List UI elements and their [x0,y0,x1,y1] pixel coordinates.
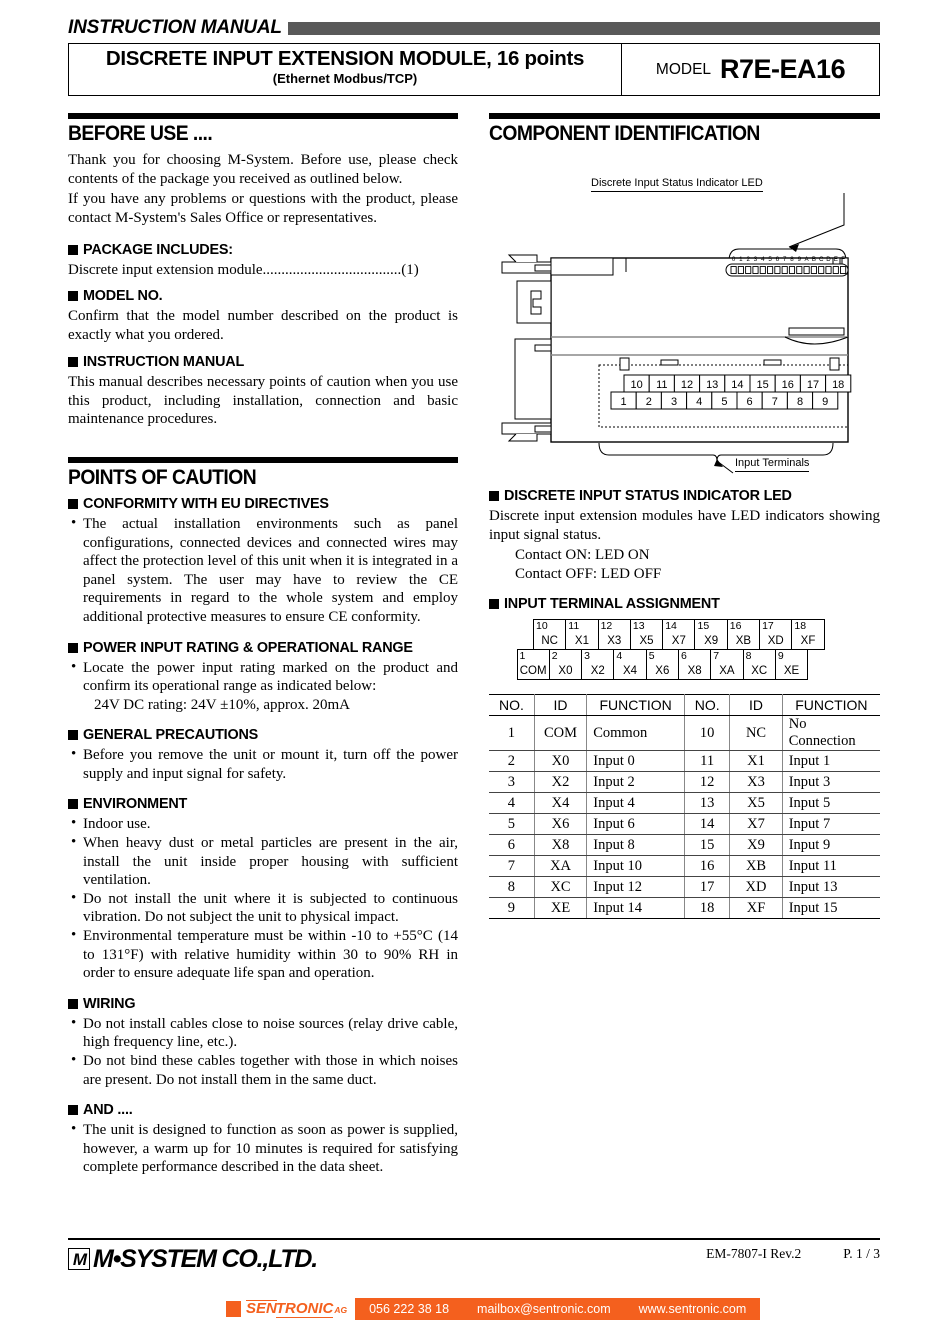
cell-id-2: X5 [730,793,782,814]
terminal-strip-id: X7 [671,635,686,648]
terminal-strip-cell [630,619,663,650]
led-indicator [811,267,816,274]
cell-no-2: 15 [684,835,729,856]
terminal-strip-id: XB [735,635,752,648]
sentronic-phone[interactable]: 056 222 38 18 [369,1302,450,1316]
cell-function-1: Input 0 [587,751,685,772]
cell-no-1: 9 [489,898,534,919]
terminal-strip-bottom-row [517,649,834,680]
terminal-strip-cell [759,619,792,650]
section-rule-points-of-caution [68,457,458,463]
square-bullet-icon [68,999,78,1009]
cell-id-2: X9 [730,835,782,856]
section-rule-component-identification [489,113,880,119]
before-use-paragraph-2: If you have any problems or questions with the product, please contact M-System's Sales Office or representatives. [68,191,458,226]
square-bullet-icon [489,599,499,609]
subheading-model-no [68,287,458,305]
terminal-strip-cell [646,649,679,680]
page-number: P. 1 / 3 [843,1246,880,1261]
terminal-number: 4 [696,396,703,408]
cell-function-2: Input 11 [782,856,880,877]
module-diagram [489,151,880,481]
cell-function-2: Input 15 [782,898,880,919]
square-bullet-icon [489,491,499,501]
cell-no-2: 18 [684,898,729,919]
terminal-strip-id: XE [783,665,800,678]
company-logo [68,1246,317,1272]
section-heading-component-identification: COMPONENT IDENTIFICATION [489,122,760,145]
cell-function-2: Input 1 [782,751,880,772]
led-indicator [746,267,751,274]
subheading-conformity-label: CONFORMITY WITH EU DIRECTIVES [83,495,329,512]
led-indicator [775,267,780,274]
subheading-package-includes-label: PACKAGE INCLUDES: [83,242,233,259]
terminal-strip-number: 16 [729,620,742,633]
led-indicator [760,267,765,274]
terminal-number: 9 [822,396,829,408]
terminal-strip-number: 6 [680,650,687,663]
terminal-strip-cell [565,619,598,650]
terminal-number: 18 [832,379,845,391]
cell-function-1: Input 4 [587,793,685,814]
cell-id-1: X6 [534,814,586,835]
module-drawing-svg [489,151,880,481]
subheading-terminal-assignment [489,595,880,613]
terminal-number: 13 [706,379,719,391]
terminal-number: 16 [781,379,794,391]
led-label: 4 [761,256,765,263]
column-header-function-2: FUNCTION [782,695,880,716]
sentronic-logo [226,1298,355,1320]
led-indicator [826,267,831,274]
model-number: R7E-EA16 [720,54,846,84]
cell-id-2: XB [730,856,782,877]
led-label: A [804,256,809,263]
cell-id-2: X7 [730,814,782,835]
cell-function-2: Input 5 [782,793,880,814]
cell-id-1: X4 [534,793,586,814]
cell-id-1: XE [534,898,586,919]
terminal-number: 17 [806,379,820,391]
power-input-bullet-list [68,659,458,696]
terminal-strip-cell [533,619,566,650]
terminal-strip-id: X1 [574,635,589,648]
square-bullet-icon [68,799,78,809]
terminal-strip-cell [613,649,646,680]
callout-label-led: Discrete Input Status Indicator LED [591,177,763,192]
list-item: • Environmental temperature must be within -10 to +55°C (14 to 131°F) with relative humidity within 30 to 90% RH in order to ensure adequate life span and operation. [68,927,458,983]
terminal-number: 14 [731,379,744,391]
led-indicator [833,267,838,274]
led-contact-on: Contact ON: LED ON [515,547,650,564]
terminal-strip-cell [517,649,550,680]
cell-no-1: 3 [489,772,534,793]
cell-function-2: Input 9 [782,835,880,856]
square-bullet-icon [68,245,78,255]
terminal-strip-id: XA [719,665,735,678]
subheading-package-includes [68,241,458,259]
terminal-strip-number: 1 [519,650,526,663]
cell-no-2: 13 [684,793,729,814]
sentronic-email[interactable]: mailbox@sentronic.com [477,1302,611,1316]
cell-no-2: 17 [684,877,729,898]
model-no-text: Confirm that the model number described on the product is exactly what you ordered. [68,307,458,343]
document-code: EM-7807-I Rev.2 [706,1246,802,1261]
subheading-environment [68,795,458,813]
terminal-strip-cell [598,619,631,650]
cell-no-1: 5 [489,814,534,835]
sentronic-square-icon [226,1301,241,1317]
terminal-strip-cell [743,649,776,680]
table-row [489,716,880,751]
sentronic-sen: SEN [246,1300,277,1317]
led-contact-off: Contact OFF: LED OFF [515,565,662,582]
list-item: • Indoor use. [68,815,458,834]
subheading-led-status [489,487,880,505]
footer-rule [68,1238,880,1240]
cell-id-1: X8 [534,835,586,856]
terminal-number: 8 [796,396,804,408]
terminal-strip-cell [775,649,808,680]
cell-id-1: X0 [534,751,586,772]
subheading-instruction-manual [68,353,458,371]
terminal-strip-number: 18 [794,620,807,633]
list-item: • Do not install cables close to noise sources (relay drive cable, high frequency line, etc.). [68,1015,458,1052]
cell-function-2: Input 3 [782,772,880,793]
list-item: • Do not install the unit where it is subjected to continuous vibration. Do not subject the unit to physical impact. [68,890,458,927]
terminal-strip-number: 15 [697,620,710,633]
table-row [489,877,880,898]
and-bullet-list [68,1121,458,1177]
terminal-strip-id: X3 [607,635,622,648]
terminal-strip-id: X8 [687,665,702,678]
sentronic-contact-bar [355,1298,760,1320]
subheading-wiring [68,995,458,1013]
cell-id-2: XF [730,898,782,919]
subheading-conformity [68,495,458,513]
terminal-strip-id: X5 [639,635,654,648]
product-title-box [68,43,880,96]
general-precautions-bullet-list [68,746,458,783]
cell-no-1: 7 [489,856,534,877]
list-item: • When heavy dust or metal particles are present in the air, install the unit inside proper housing with sufficient ventilation. [68,834,458,890]
square-bullet-icon [68,643,78,653]
led-label: 6 [775,256,780,263]
company-name: M•SYSTEM CO.,LTD. [93,1245,317,1273]
list-item: • Before you remove the unit or mount it, turn off the power supply and input signal for safety. [68,746,458,783]
table-row [489,856,880,877]
cell-no-1: 6 [489,835,534,856]
terminal-strip-cell [694,619,727,650]
sentronic-banner [226,1298,760,1320]
led-label: B [811,256,816,263]
left-column [68,113,458,1177]
list-item: • Do not bind these cables together with those in which noises are present. Do not install them in the same duct. [68,1052,458,1089]
led-indicator [789,267,794,274]
table-row [489,814,880,835]
cell-function-1: Input 6 [587,814,685,835]
subheading-power-input-label: POWER INPUT RATING & OPERATIONAL RANGE [83,639,413,656]
terminal-strip-number: 8 [745,650,752,663]
column-header-id-2: ID [730,695,782,716]
column-header-id-1: ID [534,695,586,716]
terminal-strip-id: X2 [590,665,605,678]
led-label: 3 [753,256,758,263]
cell-id-2: XD [730,877,782,898]
led-indicator [819,267,824,274]
list-item: • The unit is designed to function as soon as power is supplied, however, a warm up for 10 minutes is required for satisfying complete performance described in the data sheet. [68,1121,458,1177]
terminal-strip-number: 13 [632,620,645,633]
table-header-row [489,695,880,716]
terminal-strip-id: XF [800,635,816,648]
cell-function-1: Input 14 [587,898,685,919]
cell-function-2: No Connection [782,716,880,751]
led-indicator [768,267,773,274]
cell-function-2: Input 7 [782,814,880,835]
column-header-no-1: NO. [489,695,534,716]
square-bullet-icon [68,291,78,301]
cell-no-1: 1 [489,716,534,751]
subheading-and-label: AND .... [83,1102,133,1119]
m-system-mark-letter: M [72,1249,86,1269]
terminal-strip-top-row [533,619,833,650]
cell-no-2: 16 [684,856,729,877]
table-row [489,835,880,856]
before-use-paragraph-1: Thank you for choosing M-System. Before use, please check contents of the package you received as outlined below. [68,152,458,187]
callout-label-input-terminals: Input Terminals [735,457,809,472]
cell-function-1: Input 8 [587,835,685,856]
terminal-strip-number: 9 [777,650,784,663]
led-label: 9 [797,256,802,263]
cell-id-1: XA [534,856,586,877]
terminal-strip-number: 5 [648,650,655,663]
subheading-general-precautions-label: GENERAL PRECAUTIONS [83,727,259,744]
table-row [489,898,880,919]
instruction-manual-kicker: INSTRUCTION MANUAL [68,17,282,38]
terminal-number: 12 [680,379,694,391]
cell-function-1: Input 10 [587,856,685,877]
terminal-number: 2 [645,396,652,408]
package-item: Discrete input extension module.....................................(1) [68,262,419,279]
conformity-bullet-list [68,515,458,627]
subheading-wiring-label: WIRING [83,995,136,1012]
cell-id-2: X3 [730,772,782,793]
sentronic-wordmark [246,1300,347,1318]
terminal-number: 3 [670,396,678,408]
sentronic-ag: AG [334,1305,348,1315]
led-status-text: Discrete input extension modules have LED indicators showing input signal status. [489,508,880,543]
terminal-strip-cell [710,649,743,680]
list-item: • The actual installation environments such as panel configurations, connected devices and connected wires may affect the protection level of this unit when it is integrated in a panel system. The user may have to review the CE requirements in regard to the whole system and employ additional protective measures to ensure CE conformity. [68,515,458,627]
subheading-model-no-label: MODEL NO. [83,287,163,304]
cell-no-2: 10 [684,716,729,751]
table-row [489,772,880,793]
instruction-manual-text: This manual describes necessary points of caution when you use this product, including installation, connection and basic maintenance procedures. [68,374,458,428]
cell-id-1: XC [534,877,586,898]
terminal-strip-cell [549,649,582,680]
subheading-and [68,1101,458,1119]
subheading-terminal-assignment-label: INPUT TERMINAL ASSIGNMENT [504,596,720,613]
led-indicator [804,267,809,274]
header-gray-bar [288,22,880,35]
section-rule-before-use [68,113,458,119]
terminal-strip-number: 4 [616,650,623,663]
subheading-general-precautions [68,726,458,744]
cell-no-2: 11 [684,751,729,772]
terminal-strip-number: 12 [600,620,613,633]
wiring-bullet-list [68,1015,458,1089]
cell-id-1: X2 [534,772,586,793]
instruction-manual-kicker-row [68,12,880,38]
terminal-number: 1 [620,396,627,408]
subheading-instruction-manual-label: INSTRUCTION MANUAL [83,354,245,371]
terminal-strip-number: 3 [584,650,590,663]
column-header-no-2: NO. [684,695,729,716]
cell-function-1: Common [587,716,685,751]
cell-no-1: 4 [489,793,534,814]
terminal-strip-cell [791,619,824,650]
led-indicator [731,267,736,274]
led-label: E [833,256,838,263]
product-title-group [69,44,621,95]
cell-id-1: COM [534,716,586,751]
terminal-strip-cell [678,649,711,680]
right-column [489,113,880,919]
subheading-led-status-label: DISCRETE INPUT STATUS INDICATOR LED [504,488,792,504]
section-heading-before-use: BEFORE USE .... [68,122,213,145]
power-input-rating-value: 24V DC rating: 24V ±10%, approx. 20mA [94,696,350,713]
terminal-strip-id: COM [519,665,547,678]
footer-meta [706,1246,880,1262]
terminal-strip-number: 17 [762,620,774,633]
terminal-number: 11 [656,379,668,391]
led-label: 5 [768,256,772,263]
cell-no-2: 14 [684,814,729,835]
terminal-number: 5 [721,396,728,408]
cell-no-2: 12 [684,772,729,793]
subheading-environment-label: ENVIRONMENT [83,796,188,813]
terminal-strip-cell [581,649,614,680]
sentronic-website[interactable]: www.sentronic.com [638,1302,747,1316]
model-group [621,44,879,95]
led-label: D [826,256,831,263]
m-system-mark-icon [68,1248,90,1270]
led-label: 1 [739,256,743,263]
terminal-strip-id: X9 [704,635,719,648]
column-header-function-1: FUNCTION [587,695,685,716]
led-indicator [797,267,802,274]
square-bullet-icon [68,499,78,509]
list-item: • Locate the power input rating marked on the product and confirm its operational range as indicated below: [68,659,458,696]
cell-function-1: Input 12 [587,877,685,898]
table-row [489,793,880,814]
terminal-strip-figure [519,619,833,680]
terminal-strip-cell [662,619,695,650]
terminal-strip-number: 2 [551,650,558,663]
led-label: 7 [782,256,787,263]
cell-no-1: 2 [489,751,534,772]
terminal-strip-number: 11 [568,620,580,633]
square-bullet-icon [68,1105,78,1115]
led-indicator [738,267,743,274]
terminal-strip-id: X0 [558,665,573,678]
terminal-strip-id: XC [751,665,768,678]
terminal-number: 7 [771,396,778,408]
led-indicator [782,267,787,274]
environment-bullet-list [68,815,458,982]
terminal-assignment-table [489,694,880,919]
terminal-number: 10 [630,379,643,391]
terminal-strip-id: X4 [623,665,638,678]
subheading-power-input [68,639,458,657]
page-subtitle: (Ethernet Modbus/TCP) [272,71,418,86]
model-label: MODEL [655,60,712,78]
led-label: 0 [731,256,736,263]
terminal-strip-cell [727,619,760,650]
square-bullet-icon [68,730,78,740]
table-row [489,751,880,772]
page-title: DISCRETE INPUT EXTENSION MODULE, 16 points [105,47,585,70]
cell-function-2: Input 13 [782,877,880,898]
sentronic-tronic: TRONIC [275,1300,334,1317]
led-label: 2 [746,256,750,263]
terminal-strip-id: NC [541,635,558,648]
led-indicator [753,267,758,274]
square-bullet-icon [68,357,78,367]
terminal-strip-number: 7 [713,650,720,663]
terminal-number: 6 [746,396,753,408]
terminal-strip-number: 14 [665,620,677,633]
cell-function-1: Input 2 [587,772,685,793]
led-label: 8 [790,256,794,263]
terminal-strip-number: 10 [536,620,548,633]
led-indicator [841,267,846,274]
led-label: C [818,256,824,263]
led-label: F [841,256,845,263]
cell-no-1: 8 [489,877,534,898]
cell-id-2: NC [730,716,782,751]
document-header [68,12,880,96]
terminal-strip-id: XD [767,635,784,648]
terminal-strip-id: X6 [655,665,670,678]
cell-id-2: X1 [730,751,782,772]
terminal-number: 15 [756,379,769,391]
section-heading-points-of-caution: POINTS OF CAUTION [68,465,257,489]
